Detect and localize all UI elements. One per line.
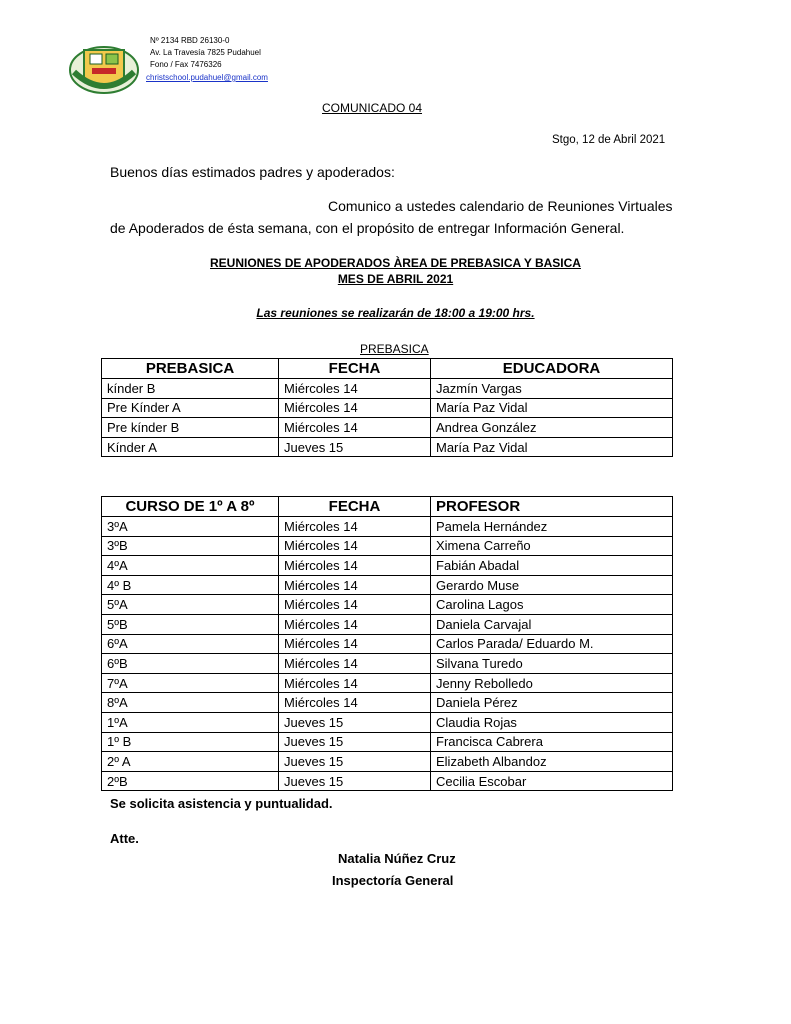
table-cell: Jueves 15 — [279, 712, 431, 732]
table-cell: 3ºA — [102, 517, 279, 537]
table-row — [102, 673, 673, 693]
column-header: FECHA — [279, 359, 431, 379]
table-cell: Andrea González — [431, 418, 673, 438]
table-cell: Pamela Hernández — [431, 517, 673, 537]
table-cell: Miércoles 14 — [279, 673, 431, 693]
table-cell: Miércoles 14 — [279, 614, 431, 634]
school-registration: Nº 2134 RBD 26130-0 — [150, 36, 230, 45]
table-row — [102, 595, 673, 615]
table-row — [102, 398, 673, 418]
table-cell: 6ºA — [102, 634, 279, 654]
table-cell: Miércoles 14 — [279, 595, 431, 615]
table-header-row — [102, 359, 673, 379]
table-row — [102, 654, 673, 674]
body-line-2: de Apoderados de ésta semana, con el propósito de entregar Información General. — [110, 220, 625, 236]
table-cell: 3ºB — [102, 536, 279, 556]
table-cell: 7ºA — [102, 673, 279, 693]
table-cell: Claudia Rojas — [431, 712, 673, 732]
table-cell: 2ºB — [102, 771, 279, 791]
table-row — [102, 575, 673, 595]
table-row — [102, 556, 673, 576]
table-cell: 5ºB — [102, 614, 279, 634]
prebasica-table — [101, 358, 673, 457]
table-row — [102, 771, 673, 791]
table-cell: Miércoles 14 — [279, 634, 431, 654]
table-cell: Fabián Abadal — [431, 556, 673, 576]
schedule-note: Las reuniones se realizarán de 18:00 a 19:00 hrs. — [256, 306, 535, 320]
table-cell: Ximena Carreño — [431, 536, 673, 556]
column-header: EDUCADORA — [431, 359, 673, 379]
table-cell: Gerardo Muse — [431, 575, 673, 595]
table-cell: Miércoles 14 — [279, 418, 431, 438]
table-cell: Miércoles 14 — [279, 536, 431, 556]
table-cell: María Paz Vidal — [431, 437, 673, 457]
table-cell: Daniela Carvajal — [431, 614, 673, 634]
closing-request: Se solicita asistencia y puntualidad. — [110, 796, 333, 811]
table-cell: Jenny Rebolledo — [431, 673, 673, 693]
school-logo — [68, 36, 140, 98]
table-cell: Miércoles 14 — [279, 575, 431, 595]
section-prebasica-label: PREBASICA — [360, 342, 429, 356]
document-title: COMUNICADO 04 — [322, 101, 423, 115]
table-header-row — [102, 497, 673, 517]
table-cell: Cecilia Escobar — [431, 771, 673, 791]
table-row — [102, 437, 673, 457]
greeting: Buenos días estimados padres y apoderados: — [110, 164, 395, 180]
school-email-link[interactable]: christschool.pudahuel@gmail.com — [146, 73, 268, 82]
table-cell: kínder B — [102, 379, 279, 399]
table-cell: Miércoles 14 — [279, 379, 431, 399]
table-row — [102, 379, 673, 399]
table-row — [102, 693, 673, 713]
signer-title: Inspectoría General — [332, 873, 454, 888]
heading-month: MES DE ABRIL 2021 — [337, 272, 454, 286]
table-cell: Jueves 15 — [279, 752, 431, 772]
table-cell: 1º B — [102, 732, 279, 752]
table-cell: 4º B — [102, 575, 279, 595]
table-row — [102, 712, 673, 732]
table-cell: Jazmín Vargas — [431, 379, 673, 399]
table-cell: Pre kínder B — [102, 418, 279, 438]
table-row — [102, 732, 673, 752]
column-header: PREBASICA — [102, 359, 279, 379]
table-row — [102, 517, 673, 537]
school-address: Av. La Travesía 7825 Pudahuel — [150, 48, 261, 57]
table-cell: Kínder A — [102, 437, 279, 457]
table-cell: Francisca Cabrera — [431, 732, 673, 752]
table-cell: Jueves 15 — [279, 771, 431, 791]
heading-main: REUNIONES DE APODERADOS ÀREA DE PREBASICA Y BASICA — [210, 256, 581, 270]
table-cell: Silvana Turedo — [431, 654, 673, 674]
signer-name: Natalia Núñez Cruz — [338, 851, 456, 866]
table-cell: Pre Kínder A — [102, 398, 279, 418]
table-cell: 5ºA — [102, 595, 279, 615]
table-row — [102, 418, 673, 438]
table-cell: Elizabeth Albandoz — [431, 752, 673, 772]
table-cell: Carlos Parada/ Eduardo M. — [431, 634, 673, 654]
table-cell: Miércoles 14 — [279, 654, 431, 674]
table-cell: Jueves 15 — [279, 732, 431, 752]
table-cell: Miércoles 14 — [279, 693, 431, 713]
document-date: Stgo, 12 de Abril 2021 — [552, 134, 666, 146]
atte-label: Atte. — [110, 831, 139, 846]
table-row — [102, 536, 673, 556]
basica-table — [101, 496, 673, 791]
column-header: PROFESOR — [431, 497, 673, 517]
table-cell: 4ºA — [102, 556, 279, 576]
table-cell: Daniela Pérez — [431, 693, 673, 713]
table-cell: Miércoles 14 — [279, 398, 431, 418]
body-line-1: Comunico a ustedes calendario de Reuniones Virtuales — [328, 198, 673, 214]
table-cell: Miércoles 14 — [279, 556, 431, 576]
table-cell: Miércoles 14 — [279, 517, 431, 537]
table-cell: María Paz Vidal — [431, 398, 673, 418]
table-cell: 8ºA — [102, 693, 279, 713]
table-row — [102, 634, 673, 654]
table-row — [102, 752, 673, 772]
table-cell: 2º A — [102, 752, 279, 772]
table-cell: 1ºA — [102, 712, 279, 732]
school-phone: Fono / Fax 7476326 — [150, 60, 222, 69]
table-row — [102, 614, 673, 634]
table-cell: Jueves 15 — [279, 437, 431, 457]
column-header: CURSO DE 1º A 8º — [102, 497, 279, 517]
column-header: FECHA — [279, 497, 431, 517]
table-cell: 6ºB — [102, 654, 279, 674]
table-cell: Carolina Lagos — [431, 595, 673, 615]
